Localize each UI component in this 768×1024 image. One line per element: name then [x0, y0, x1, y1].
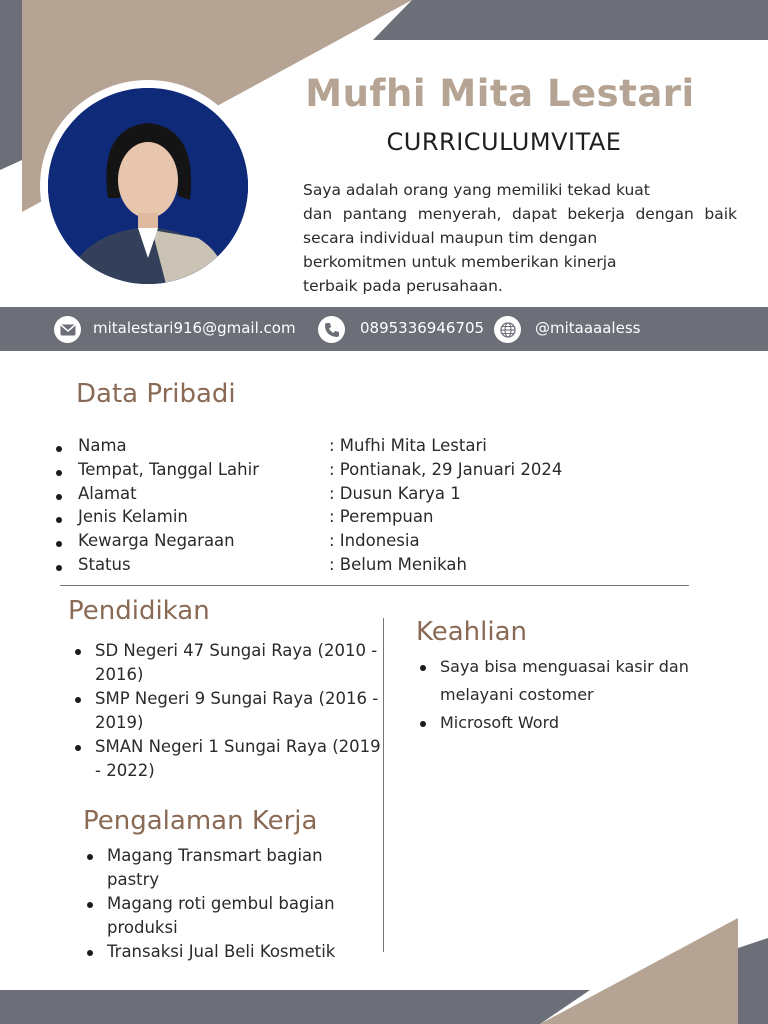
bullet: [56, 541, 62, 547]
row-value: : Mufhi Mita Lestari: [329, 436, 487, 455]
personal-row: [56, 436, 676, 460]
list-item: SD Negeri 47 Sungai Raya (2010 - 2016): [75, 639, 381, 687]
row-label: Kewarga Negaraan: [78, 531, 235, 551]
bullet: [56, 494, 62, 500]
list-item: Microsoft Word: [420, 709, 689, 737]
education-list: [75, 639, 381, 783]
profile-photo: [40, 80, 256, 292]
row-value: : Perempuan: [329, 507, 434, 527]
bullet: [56, 446, 62, 452]
personal-row: [56, 531, 676, 555]
row-label: Jenis Kelamin: [78, 507, 188, 527]
summary-line: secara individual maupun tim dengan: [303, 229, 598, 247]
row-value: : Dusun Karya 1: [329, 483, 461, 503]
skills-heading: Keahlian: [416, 617, 528, 647]
profile-summary: [303, 178, 737, 298]
row-label: Status: [78, 554, 131, 574]
summary-line: berkomitmen untuk memberikan kinerja: [303, 253, 617, 271]
document-subtitle: CURRICULUMVITAE: [386, 128, 622, 156]
personal-data-heading: Data Pribadi: [76, 379, 236, 409]
contact-bar: [0, 307, 768, 351]
row-value: : Pontianak, 29 Januari 2024: [329, 459, 563, 479]
personal-row: [56, 555, 676, 579]
row-label: Alamat: [78, 483, 137, 503]
globe-icon: [494, 316, 521, 343]
education-heading: Pendidikan: [68, 596, 210, 626]
contact-email[interactable]: mitalestari916@gmail.com: [93, 319, 296, 337]
row-label: Nama: [78, 436, 127, 455]
row-value: : Indonesia: [329, 531, 420, 551]
row-value: : Belum Menikah: [329, 554, 467, 574]
personal-row: [56, 460, 676, 484]
personal-data-list: [56, 436, 676, 579]
personal-row: [56, 484, 676, 508]
row-label: Tempat, Tanggal Lahir: [78, 459, 259, 479]
list-item: Transaksi Jual Beli Kosmetik: [87, 940, 335, 964]
bullet: [56, 517, 62, 523]
list-item: SMAN Negeri 1 Sungai Raya (2019 - 2022): [75, 735, 381, 783]
bullet: [56, 470, 62, 476]
contact-phone[interactable]: 0895336946705: [360, 319, 485, 337]
summary-line: Saya adalah orang yang memiliki tekad kuat: [303, 181, 650, 199]
list-item: Magang roti gembul bagian produksi: [87, 892, 335, 940]
phone-icon: [318, 316, 345, 343]
summary-line: dan pantang menyerah, dapat bekerja dengan baik: [303, 205, 737, 223]
personal-row: [56, 507, 676, 531]
candidate-name: Mufhi Mita Lestari: [305, 72, 695, 115]
mail-icon: [54, 316, 81, 343]
summary-line: terbaik pada perusahaan.: [303, 277, 503, 295]
experience-list: [87, 844, 335, 964]
column-divider: [383, 618, 384, 952]
list-item: Saya bisa menguasai kasir dan melayani costomer: [420, 653, 689, 709]
list-item: SMP Negeri 9 Sungai Raya (2016 - 2019): [75, 687, 381, 735]
list-item: Magang Transmart bagian pastry: [87, 844, 335, 892]
section-divider: [60, 585, 689, 586]
bullet: [56, 565, 62, 571]
contact-social[interactable]: @mitaaaaless: [535, 319, 641, 337]
skills-list: [420, 653, 689, 737]
experience-heading: Pengalaman Kerja: [83, 806, 318, 836]
